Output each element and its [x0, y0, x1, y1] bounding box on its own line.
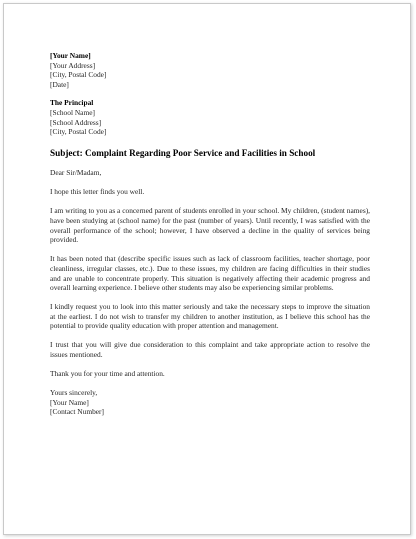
paragraph-thanks: Thank you for your time and attention.: [50, 369, 165, 379]
paragraph-trust: I trust that you will give due consideration to this complaint and take appropriate action to resolve the issues mentioned.: [50, 340, 370, 360]
recipient-title: The Principal: [50, 98, 94, 108]
paragraph-request: I kindly request you to look into this matter seriously and take the necessary steps to improve the situation at the earliest. I do not wish to transfer my children to another institution, as I believe this school has the potential to provide quality education with proper attention and management.: [50, 302, 370, 331]
paragraph-issues: It has been noted that (describe specific issues such as lack of classroom facilities, teacher shortage, poor cleanliness, irregular classes, etc.). Due to these issues, my children are facing difficulties in their studies and are unable to concentrate properly. This situation is negatively affecting their academic progress and overall learning experience. I believe other students may also be experiencing similar problems.: [50, 254, 370, 293]
sender-block: [50, 51, 370, 89]
subject-line: Subject: Complaint Regarding Poor Service and Facilities in School: [50, 147, 316, 158]
recipient-school-address: [School Address]: [50, 117, 102, 127]
closing-contact: [Contact Number]: [50, 407, 104, 417]
sender-address: [Your Address]: [50, 60, 96, 70]
sender-name: [Your Name]: [50, 51, 91, 60]
letter-page: [3, 3, 411, 535]
salutation: Dear Sir/Madam,: [50, 168, 102, 178]
recipient-city: [City, Postal Code]: [50, 127, 107, 137]
sender-city: [City, Postal Code]: [50, 70, 107, 80]
paragraph-greeting: I hope this letter finds you well.: [50, 187, 145, 197]
recipient-block: [50, 98, 370, 136]
paragraph-introduction: I am writing to you as a concerned parent of students enrolled in your school. My children, (student names), have been studying at (school name) for the past (number of years). Until recently, I was satisfied with the overall performance of the school; however, I have observed a decline in the quality of services being provided.: [50, 206, 370, 245]
sender-date: [Date]: [50, 79, 69, 89]
recipient-school-name: [School Name]: [50, 107, 95, 117]
closing-name: [Your Name]: [50, 397, 89, 407]
closing-valediction: Yours sincerely,: [50, 388, 98, 398]
letter-body: [50, 51, 370, 417]
closing-block: [50, 388, 370, 417]
